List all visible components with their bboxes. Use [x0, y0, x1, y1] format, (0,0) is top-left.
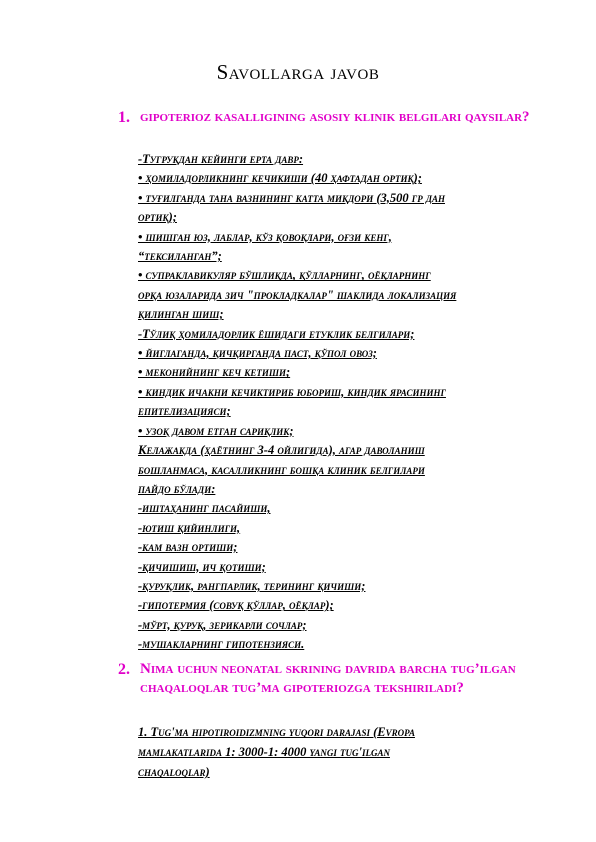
answer-line: • ҳомиладорликнинг кечикиши (40 ҳафтадан ортиқ); [138, 171, 422, 186]
answer-line: -кам вазн ортиши; [138, 540, 238, 555]
answer-line: • туғилганда тана вазнининг катта миқдори (3,500 гр дан [138, 190, 445, 205]
answer-line: епителизацияси; [138, 404, 231, 419]
page-title: Savollarga javob [216, 60, 380, 84]
answer-line: -қичишиш, ич қотиши; [138, 559, 266, 574]
answer-line: -Тўлиқ ҳомиладорлик ёшидаги етуклик белгилари; [138, 326, 415, 341]
answer-line: -қуруқлик, рангпарлик, терининг қичиши; [138, 578, 366, 593]
answer-line: ортиқ); [138, 210, 177, 225]
question-text: gipoterioz kasalligining asosiy klinik belgilari qaysilar? [140, 109, 530, 125]
answer-line: бошланмаса, касалликнинг бошқа клиник белгилари [138, 462, 425, 477]
question-text: Nima uchun neonatal skrining davrida barcha tug’ilgan chaqaloqlar tug’ma gipoteriozga tekshiriladi? [140, 661, 516, 696]
answer-line: қилинган шиш; [138, 307, 224, 322]
answer-line: -мушакларнинг гипотензияси. [138, 637, 305, 652]
answer-2 [138, 722, 558, 782]
answer-line: -ютиш қийинлиги, [138, 520, 241, 535]
question-number: 2. [118, 661, 130, 678]
answer-line: • меконийнинг кеч кетиши; [138, 365, 291, 380]
answer-line: • шишган юз, лаблар, кўз қовоқлари, оғзи кенг, [138, 229, 392, 244]
answer-line: • супраклавикуляр бўшлиқда, қўлларнинг, оёқларнинг [138, 268, 431, 283]
answer-line: -гипотермия (совуқ қўллар, оёқлар); [138, 598, 334, 613]
answer-line: • узоқ давом етган сариқлик; [138, 423, 294, 438]
answer-line: chaqaloqlar) [138, 765, 210, 779]
answer-line: 1. Tug'ma hipotiroidizmning yuqori darajasi (Evropa [138, 725, 415, 739]
answer-line: -иштаҳанинг пасайиши, [138, 501, 271, 516]
answer-1 [138, 150, 558, 655]
answer-line: • киндик ичакни кечиктириб юбориш, киндик ярасининг [138, 384, 446, 399]
answer-line: Келажакда (ҳаётнинг 3-4 ойлигида), агар даволаниш [138, 443, 425, 458]
question-2 [120, 660, 560, 698]
answer-line: mamlakatlarida 1: 3000-1: 4000 yangi tug'ilgan [138, 745, 390, 759]
answer-line: -мўрт, қуруқ, зерикарли сочлар; [138, 617, 307, 632]
answer-line: -Тугруқдан кейинги ерта давр: [138, 152, 304, 166]
answer-line: пайдо бўлади: [138, 481, 216, 496]
question-number: 1. [118, 109, 130, 126]
answer-line: орқа юзаларида зич "прокладкалар" шаклида локализация [138, 287, 457, 302]
answer-line: “тексиланган”; [138, 249, 222, 264]
question-1 [120, 108, 560, 127]
answer-line: • йиглаганда, қичқирганда паст, қўпол овоз; [138, 346, 377, 361]
